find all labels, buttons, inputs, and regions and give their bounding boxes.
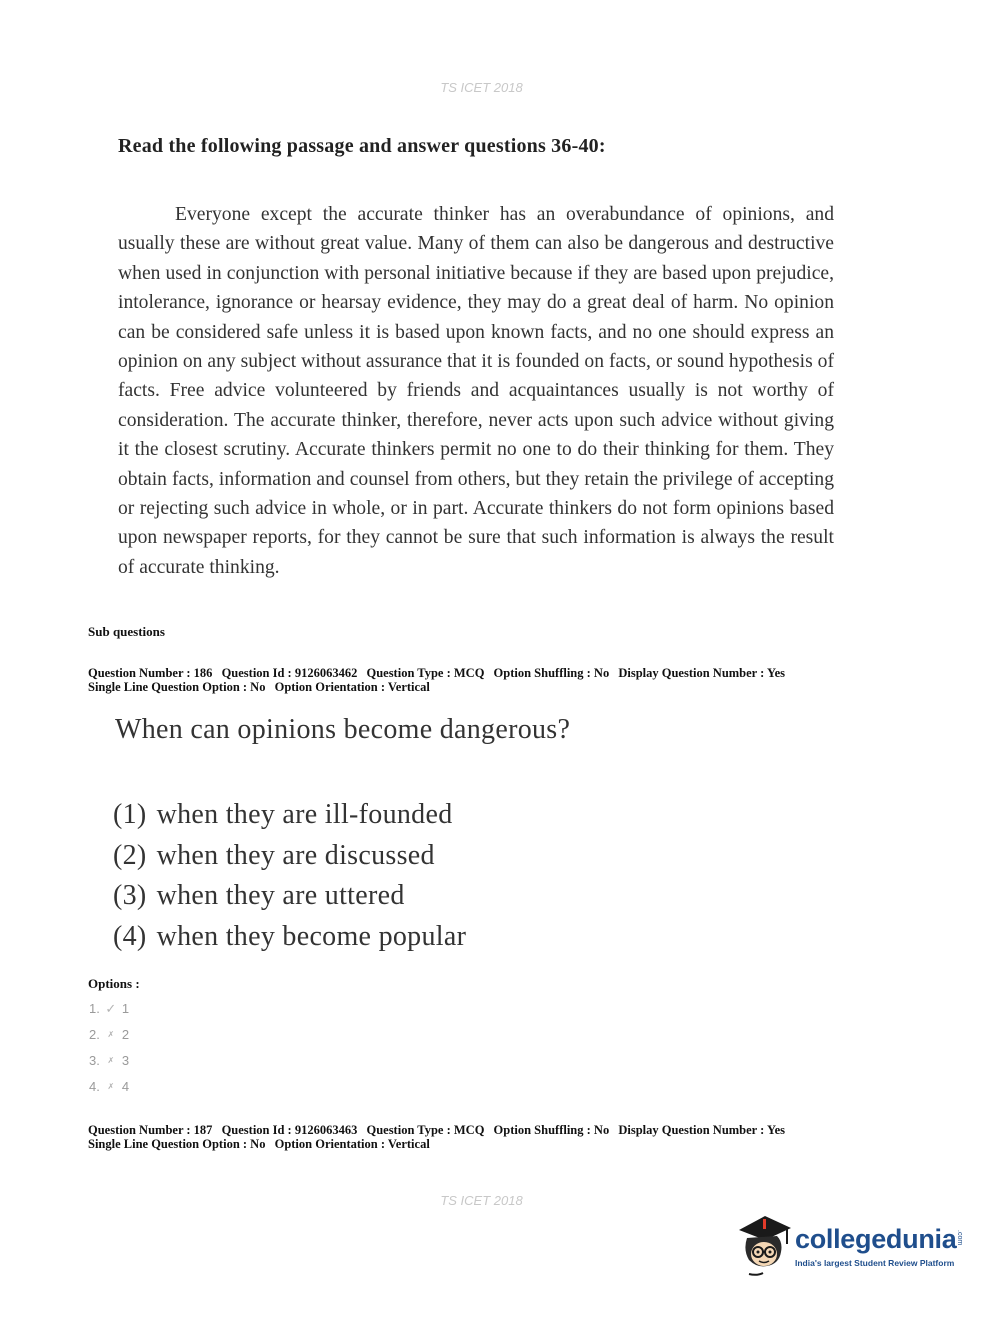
single-line-question-option: Single Line Question Option : No bbox=[88, 1137, 266, 1151]
choice-text: when they are uttered bbox=[156, 880, 405, 911]
question-number: Question Number : 187 bbox=[88, 1123, 213, 1137]
question-186-meta bbox=[88, 666, 868, 694]
choice-2 bbox=[113, 836, 466, 877]
choice-4 bbox=[113, 917, 466, 958]
option-3 bbox=[89, 1048, 129, 1074]
option-1 bbox=[89, 996, 129, 1022]
question-id: Question Id : 9126063463 bbox=[221, 1123, 358, 1137]
question-type: Question Type : MCQ bbox=[366, 666, 485, 680]
brand-suffix: .com bbox=[956, 1230, 963, 1246]
choice-number: (4) bbox=[113, 920, 147, 952]
option-value: 2 bbox=[121, 1027, 130, 1042]
option-shuffling: Option Shuffling : No bbox=[493, 1123, 610, 1137]
choice-text: when they are ill-founded bbox=[156, 799, 453, 830]
answer-options bbox=[89, 996, 129, 1100]
option-value: 3 bbox=[121, 1053, 130, 1068]
sub-questions-label: Sub questions bbox=[88, 624, 165, 639]
option-4 bbox=[89, 1074, 129, 1100]
question-187-meta-line-1 bbox=[88, 1123, 868, 1137]
brand-tagline: India's largest Student Review Platform bbox=[795, 1258, 955, 1268]
question-id: Question Id : 9126063462 bbox=[221, 666, 358, 680]
question-187-meta-line-2 bbox=[88, 1137, 868, 1151]
collegedunia-logo bbox=[735, 1210, 965, 1280]
choice-number: (3) bbox=[113, 880, 147, 911]
option-shuffling: Option Shuffling : No bbox=[493, 666, 610, 680]
choice-number: (2) bbox=[113, 839, 147, 871]
option-orientation: Option Orientation : Vertical bbox=[274, 680, 430, 694]
choice-text: when they are discussed bbox=[156, 839, 435, 871]
choice-text: when they become popular bbox=[156, 920, 467, 952]
question-186-choices bbox=[113, 795, 466, 957]
correct-check-icon: ✓ bbox=[105, 1001, 117, 1016]
choice-3 bbox=[113, 876, 466, 917]
wrong-cross-icon: ✗ bbox=[107, 1030, 115, 1039]
footer-watermark: TS ICET 2018 bbox=[440, 1193, 523, 1208]
option-index: 4. bbox=[89, 1079, 100, 1094]
graduate-mascot-icon bbox=[735, 1210, 795, 1280]
choice-number: (1) bbox=[113, 799, 147, 830]
option-value: 4 bbox=[121, 1079, 130, 1094]
options-label: Options : bbox=[88, 976, 140, 991]
brand-name: collegedunia bbox=[795, 1224, 957, 1254]
question-186-text: When can opinions become dangerous? bbox=[115, 714, 571, 745]
question-186-meta-line-2 bbox=[88, 680, 868, 694]
passage-heading: Read the following passage and answer questions 36-40: bbox=[118, 135, 606, 157]
single-line-question-option: Single Line Question Option : No bbox=[88, 680, 266, 694]
question-187-meta bbox=[88, 1123, 868, 1151]
option-index: 1. bbox=[89, 1001, 100, 1016]
choice-1 bbox=[113, 795, 466, 836]
option-orientation: Option Orientation : Vertical bbox=[274, 1137, 430, 1151]
header-watermark: TS ICET 2018 bbox=[440, 80, 523, 95]
option-2 bbox=[89, 1022, 129, 1048]
option-index: 2. bbox=[89, 1027, 100, 1042]
wrong-cross-icon: ✗ bbox=[107, 1056, 115, 1065]
option-index: 3. bbox=[89, 1053, 100, 1068]
option-value: 1 bbox=[121, 1001, 130, 1016]
question-186-meta-line-1 bbox=[88, 666, 868, 680]
display-question-number: Display Question Number : Yes bbox=[618, 666, 786, 680]
wrong-cross-icon: ✗ bbox=[107, 1082, 115, 1091]
question-number: Question Number : 186 bbox=[88, 666, 213, 680]
question-type: Question Type : MCQ bbox=[366, 1123, 485, 1137]
passage-text: Everyone except the accurate thinker has an overabundance of opinions, and usually these are without great value. Many of them can also be dangerous and destructive when used in conjunction with personal initiative because if they are based upon prejudice, intolerance, ignorance or hearsay evidence, they may do a great deal of harm. No opinion can be considered safe unless it is based upon known facts, and no one should express an opinion on any subject without assurance that it is founded on facts, or sound hypothesis of facts. Free advice volunteered by friends and acquaintances usually is not worthy of consideration. The accurate thinker, therefore, never acts upon such advice without giving it the closest scrutiny. Accurate thinkers permit no one to do their thinking for them. They obtain facts, information and counsel from others, but they retain the privilege of accepting or rejecting such advice in whole, or in part. Accurate thinkers do not form opinions based upon newspaper reports, for they cannot be sure that such information is always the result of accurate thinking. bbox=[118, 204, 834, 578]
display-question-number: Display Question Number : Yes bbox=[618, 1123, 786, 1137]
